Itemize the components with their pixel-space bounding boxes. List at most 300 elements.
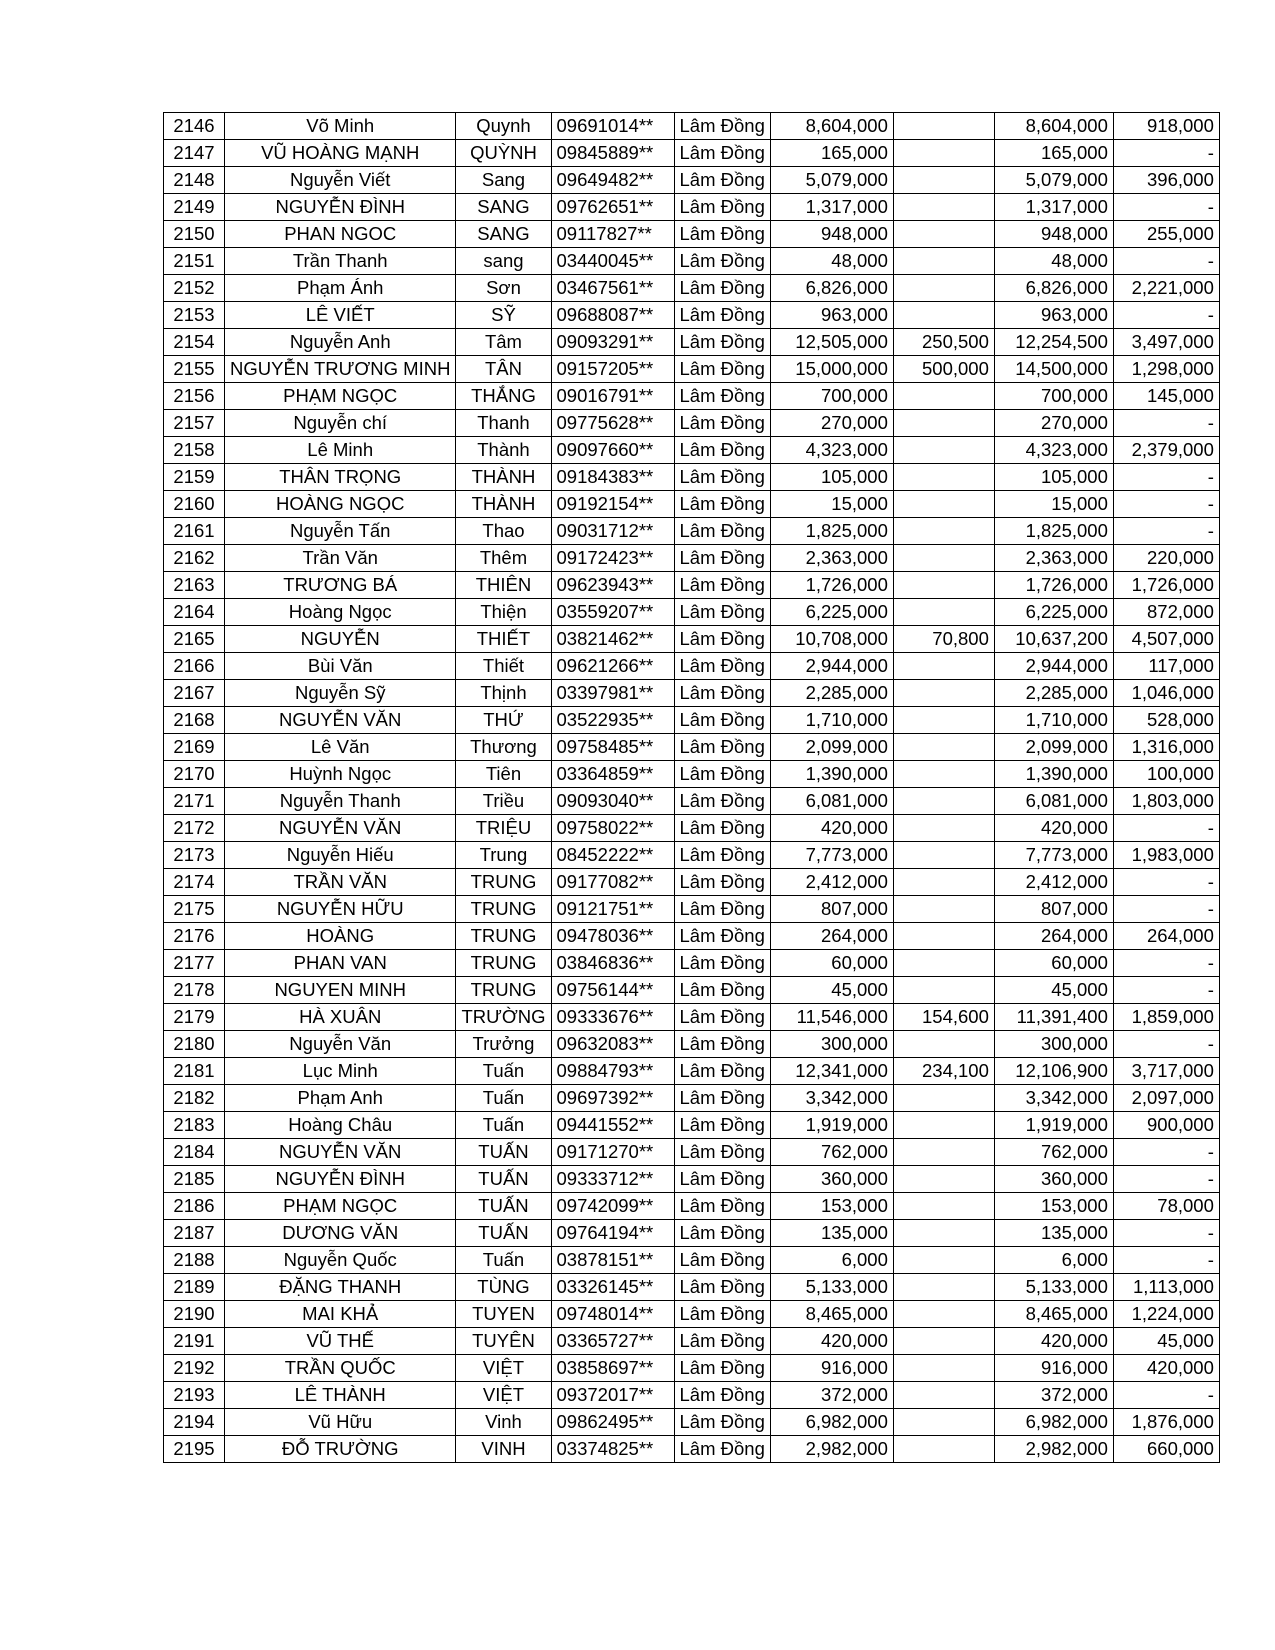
- deduction-cell: 500,000: [893, 356, 994, 383]
- amount-cell: 11,546,000: [770, 1004, 893, 1031]
- deduction-cell: [893, 1409, 994, 1436]
- given-name-cell: TÙNG: [456, 1274, 551, 1301]
- row-number-cell: 2169: [164, 734, 225, 761]
- extra-amount-cell: 100,000: [1113, 761, 1219, 788]
- table-row: [164, 599, 1220, 626]
- given-name-cell: VIỆT: [456, 1382, 551, 1409]
- province-cell: Lâm Đồng: [674, 977, 770, 1004]
- given-name-cell: Sơn: [456, 275, 551, 302]
- row-number-cell: 2186: [164, 1193, 225, 1220]
- surname-cell: Trần Văn: [225, 545, 456, 572]
- deduction-cell: [893, 518, 994, 545]
- amount-cell: 807,000: [770, 896, 893, 923]
- amount-cell: 420,000: [770, 1328, 893, 1355]
- amount-cell: 12,505,000: [770, 329, 893, 356]
- net-amount-cell: 420,000: [994, 1328, 1113, 1355]
- phone-cell: 09372017**: [551, 1382, 674, 1409]
- phone-cell: 03364859**: [551, 761, 674, 788]
- given-name-cell: Thương: [456, 734, 551, 761]
- amount-cell: 3,342,000: [770, 1085, 893, 1112]
- given-name-cell: TUẤN: [456, 1166, 551, 1193]
- row-number-cell: 2176: [164, 923, 225, 950]
- given-name-cell: Trưởng: [456, 1031, 551, 1058]
- table-row: [164, 113, 1220, 140]
- row-number-cell: 2165: [164, 626, 225, 653]
- deduction-cell: [893, 842, 994, 869]
- deduction-cell: [893, 950, 994, 977]
- given-name-cell: SANG: [456, 194, 551, 221]
- province-cell: Lâm Đồng: [674, 707, 770, 734]
- extra-amount-cell: 660,000: [1113, 1436, 1219, 1463]
- deduction-cell: [893, 1166, 994, 1193]
- row-number-cell: 2164: [164, 599, 225, 626]
- row-number-cell: 2195: [164, 1436, 225, 1463]
- table-row: [164, 1247, 1220, 1274]
- extra-amount-cell: 1,876,000: [1113, 1409, 1219, 1436]
- amount-cell: 4,323,000: [770, 437, 893, 464]
- given-name-cell: THIÊN: [456, 572, 551, 599]
- extra-amount-cell: -: [1113, 248, 1219, 275]
- deduction-cell: [893, 194, 994, 221]
- given-name-cell: VIỆT: [456, 1355, 551, 1382]
- surname-cell: Vũ Hữu: [225, 1409, 456, 1436]
- extra-amount-cell: -: [1113, 410, 1219, 437]
- phone-cell: 09093040**: [551, 788, 674, 815]
- phone-cell: 03326145**: [551, 1274, 674, 1301]
- surname-cell: PHAN NGOC: [225, 221, 456, 248]
- province-cell: Lâm Đồng: [674, 1139, 770, 1166]
- table-row: [164, 1112, 1220, 1139]
- surname-cell: Phạm Ánh: [225, 275, 456, 302]
- given-name-cell: Tuấn: [456, 1112, 551, 1139]
- net-amount-cell: 5,079,000: [994, 167, 1113, 194]
- net-amount-cell: 807,000: [994, 896, 1113, 923]
- row-number-cell: 2175: [164, 896, 225, 923]
- surname-cell: TRƯƠNG BÁ: [225, 572, 456, 599]
- net-amount-cell: 762,000: [994, 1139, 1113, 1166]
- surname-cell: Bùi Văn: [225, 653, 456, 680]
- table-row: [164, 329, 1220, 356]
- deduction-cell: [893, 734, 994, 761]
- province-cell: Lâm Đồng: [674, 1112, 770, 1139]
- amount-cell: 2,099,000: [770, 734, 893, 761]
- row-number-cell: 2174: [164, 869, 225, 896]
- amount-cell: 15,000: [770, 491, 893, 518]
- table-row: [164, 1436, 1220, 1463]
- surname-cell: ĐỖ TRƯỜNG: [225, 1436, 456, 1463]
- row-number-cell: 2149: [164, 194, 225, 221]
- table-row: [164, 140, 1220, 167]
- surname-cell: NGUYỄN HỮU: [225, 896, 456, 923]
- deduction-cell: [893, 167, 994, 194]
- extra-amount-cell: 255,000: [1113, 221, 1219, 248]
- phone-cell: 09097660**: [551, 437, 674, 464]
- amount-cell: 270,000: [770, 410, 893, 437]
- extra-amount-cell: 528,000: [1113, 707, 1219, 734]
- amount-cell: 420,000: [770, 815, 893, 842]
- table-row: [164, 734, 1220, 761]
- amount-cell: 60,000: [770, 950, 893, 977]
- deduction-cell: [893, 221, 994, 248]
- given-name-cell: Tuấn: [456, 1058, 551, 1085]
- amount-cell: 7,773,000: [770, 842, 893, 869]
- amount-cell: 1,919,000: [770, 1112, 893, 1139]
- province-cell: Lâm Đồng: [674, 221, 770, 248]
- row-number-cell: 2191: [164, 1328, 225, 1355]
- surname-cell: HOÀNG NGỌC: [225, 491, 456, 518]
- phone-cell: 08452222**: [551, 842, 674, 869]
- phone-cell: 09093291**: [551, 329, 674, 356]
- row-number-cell: 2151: [164, 248, 225, 275]
- given-name-cell: THÀNH: [456, 464, 551, 491]
- table-row: [164, 707, 1220, 734]
- phone-cell: 09649482**: [551, 167, 674, 194]
- given-name-cell: THÀNH: [456, 491, 551, 518]
- surname-cell: PHAN VAN: [225, 950, 456, 977]
- phone-cell: 09762651**: [551, 194, 674, 221]
- given-name-cell: QUỲNH: [456, 140, 551, 167]
- province-cell: Lâm Đồng: [674, 761, 770, 788]
- amount-cell: 700,000: [770, 383, 893, 410]
- amount-cell: 372,000: [770, 1382, 893, 1409]
- given-name-cell: VINH: [456, 1436, 551, 1463]
- deduction-cell: [893, 1301, 994, 1328]
- row-number-cell: 2182: [164, 1085, 225, 1112]
- amount-cell: 1,825,000: [770, 518, 893, 545]
- surname-cell: Võ Minh: [225, 113, 456, 140]
- phone-cell: 09621266**: [551, 653, 674, 680]
- surname-cell: HOÀNG: [225, 923, 456, 950]
- deduction-cell: [893, 977, 994, 1004]
- net-amount-cell: 2,285,000: [994, 680, 1113, 707]
- net-amount-cell: 45,000: [994, 977, 1113, 1004]
- amount-cell: 300,000: [770, 1031, 893, 1058]
- province-cell: Lâm Đồng: [674, 1220, 770, 1247]
- row-number-cell: 2162: [164, 545, 225, 572]
- given-name-cell: TRUNG: [456, 950, 551, 977]
- surname-cell: NGUYỄN TRƯƠNG MINH: [225, 356, 456, 383]
- deduction-cell: [893, 680, 994, 707]
- table-row: [164, 194, 1220, 221]
- amount-cell: 916,000: [770, 1355, 893, 1382]
- amount-cell: 948,000: [770, 221, 893, 248]
- surname-cell: NGUYỄN: [225, 626, 456, 653]
- row-number-cell: 2172: [164, 815, 225, 842]
- given-name-cell: Vinh: [456, 1409, 551, 1436]
- table-row: [164, 1166, 1220, 1193]
- given-name-cell: Tuấn: [456, 1247, 551, 1274]
- row-number-cell: 2160: [164, 491, 225, 518]
- extra-amount-cell: 2,379,000: [1113, 437, 1219, 464]
- extra-amount-cell: 900,000: [1113, 1112, 1219, 1139]
- table-row: [164, 1409, 1220, 1436]
- net-amount-cell: 420,000: [994, 815, 1113, 842]
- surname-cell: MAI KHẢ: [225, 1301, 456, 1328]
- province-cell: Lâm Đồng: [674, 437, 770, 464]
- phone-cell: 09184383**: [551, 464, 674, 491]
- net-amount-cell: 300,000: [994, 1031, 1113, 1058]
- phone-cell: 09623943**: [551, 572, 674, 599]
- row-number-cell: 2159: [164, 464, 225, 491]
- extra-amount-cell: -: [1113, 1031, 1219, 1058]
- extra-amount-cell: 3,497,000: [1113, 329, 1219, 356]
- table-row: [164, 842, 1220, 869]
- table-row: [164, 977, 1220, 1004]
- data-table: [163, 112, 1220, 1463]
- row-number-cell: 2152: [164, 275, 225, 302]
- amount-cell: 2,412,000: [770, 869, 893, 896]
- net-amount-cell: 1,710,000: [994, 707, 1113, 734]
- phone-cell: 09441552**: [551, 1112, 674, 1139]
- phone-cell: 09157205**: [551, 356, 674, 383]
- deduction-cell: [893, 572, 994, 599]
- province-cell: Lâm Đồng: [674, 248, 770, 275]
- row-number-cell: 2161: [164, 518, 225, 545]
- net-amount-cell: 6,826,000: [994, 275, 1113, 302]
- extra-amount-cell: 264,000: [1113, 923, 1219, 950]
- surname-cell: NGUYỄN VĂN: [225, 707, 456, 734]
- amount-cell: 1,390,000: [770, 761, 893, 788]
- province-cell: Lâm Đồng: [674, 1328, 770, 1355]
- phone-cell: 09177082**: [551, 869, 674, 896]
- net-amount-cell: 264,000: [994, 923, 1113, 950]
- surname-cell: ĐẶNG THANH: [225, 1274, 456, 1301]
- net-amount-cell: 12,254,500: [994, 329, 1113, 356]
- province-cell: Lâm Đồng: [674, 1058, 770, 1085]
- net-amount-cell: 105,000: [994, 464, 1113, 491]
- extra-amount-cell: 420,000: [1113, 1355, 1219, 1382]
- row-number-cell: 2148: [164, 167, 225, 194]
- province-cell: Lâm Đồng: [674, 1004, 770, 1031]
- row-number-cell: 2181: [164, 1058, 225, 1085]
- table-row: [164, 1004, 1220, 1031]
- surname-cell: Nguyễn chí: [225, 410, 456, 437]
- deduction-cell: [893, 1031, 994, 1058]
- row-number-cell: 2183: [164, 1112, 225, 1139]
- row-number-cell: 2178: [164, 977, 225, 1004]
- extra-amount-cell: -: [1113, 869, 1219, 896]
- phone-cell: 09172423**: [551, 545, 674, 572]
- table-row: [164, 518, 1220, 545]
- surname-cell: LÊ THÀNH: [225, 1382, 456, 1409]
- amount-cell: 45,000: [770, 977, 893, 1004]
- net-amount-cell: 963,000: [994, 302, 1113, 329]
- deduction-cell: 250,500: [893, 329, 994, 356]
- amount-cell: 153,000: [770, 1193, 893, 1220]
- deduction-cell: [893, 1436, 994, 1463]
- amount-cell: 6,982,000: [770, 1409, 893, 1436]
- table-row: [164, 1301, 1220, 1328]
- province-cell: Lâm Đồng: [674, 410, 770, 437]
- province-cell: Lâm Đồng: [674, 1355, 770, 1382]
- deduction-cell: [893, 1328, 994, 1355]
- net-amount-cell: 6,081,000: [994, 788, 1113, 815]
- given-name-cell: TUẤN: [456, 1193, 551, 1220]
- net-amount-cell: 270,000: [994, 410, 1113, 437]
- province-cell: Lâm Đồng: [674, 950, 770, 977]
- table-row: [164, 167, 1220, 194]
- row-number-cell: 2179: [164, 1004, 225, 1031]
- net-amount-cell: 153,000: [994, 1193, 1113, 1220]
- surname-cell: NGUYỄN ĐÌNH: [225, 1166, 456, 1193]
- surname-cell: NGUYEN MINH: [225, 977, 456, 1004]
- table-row: [164, 788, 1220, 815]
- extra-amount-cell: -: [1113, 302, 1219, 329]
- phone-cell: 09697392**: [551, 1085, 674, 1112]
- net-amount-cell: 700,000: [994, 383, 1113, 410]
- province-cell: Lâm Đồng: [674, 194, 770, 221]
- extra-amount-cell: -: [1113, 140, 1219, 167]
- amount-cell: 6,000: [770, 1247, 893, 1274]
- phone-cell: 09688087**: [551, 302, 674, 329]
- extra-amount-cell: 396,000: [1113, 167, 1219, 194]
- given-name-cell: Thêm: [456, 545, 551, 572]
- extra-amount-cell: 1,726,000: [1113, 572, 1219, 599]
- phone-cell: 03365727**: [551, 1328, 674, 1355]
- given-name-cell: SANG: [456, 221, 551, 248]
- table-row: [164, 275, 1220, 302]
- province-cell: Lâm Đồng: [674, 1031, 770, 1058]
- extra-amount-cell: -: [1113, 950, 1219, 977]
- surname-cell: THÂN TRỌNG: [225, 464, 456, 491]
- extra-amount-cell: -: [1113, 1139, 1219, 1166]
- amount-cell: 10,708,000: [770, 626, 893, 653]
- surname-cell: Hoàng Ngọc: [225, 599, 456, 626]
- province-cell: Lâm Đồng: [674, 1166, 770, 1193]
- row-number-cell: 2184: [164, 1139, 225, 1166]
- table-row: [164, 410, 1220, 437]
- phone-cell: 09742099**: [551, 1193, 674, 1220]
- deduction-cell: [893, 599, 994, 626]
- phone-cell: 03374825**: [551, 1436, 674, 1463]
- net-amount-cell: 2,099,000: [994, 734, 1113, 761]
- extra-amount-cell: -: [1113, 518, 1219, 545]
- net-amount-cell: 12,106,900: [994, 1058, 1113, 1085]
- surname-cell: TRẦN QUỐC: [225, 1355, 456, 1382]
- row-number-cell: 2156: [164, 383, 225, 410]
- amount-cell: 360,000: [770, 1166, 893, 1193]
- row-number-cell: 2187: [164, 1220, 225, 1247]
- surname-cell: Lê Minh: [225, 437, 456, 464]
- surname-cell: Nguyễn Anh: [225, 329, 456, 356]
- net-amount-cell: 6,982,000: [994, 1409, 1113, 1436]
- phone-cell: 09884793**: [551, 1058, 674, 1085]
- amount-cell: 8,465,000: [770, 1301, 893, 1328]
- table-row: [164, 545, 1220, 572]
- province-cell: Lâm Đồng: [674, 572, 770, 599]
- given-name-cell: TRƯỜNG: [456, 1004, 551, 1031]
- amount-cell: 8,604,000: [770, 113, 893, 140]
- table-row: [164, 302, 1220, 329]
- province-cell: Lâm Đồng: [674, 545, 770, 572]
- province-cell: Lâm Đồng: [674, 734, 770, 761]
- province-cell: Lâm Đồng: [674, 491, 770, 518]
- surname-cell: PHẠM NGỌC: [225, 1193, 456, 1220]
- phone-cell: 09775628**: [551, 410, 674, 437]
- deduction-cell: [893, 1112, 994, 1139]
- deduction-cell: [893, 653, 994, 680]
- row-number-cell: 2163: [164, 572, 225, 599]
- given-name-cell: TRUNG: [456, 977, 551, 1004]
- phone-cell: 09756144**: [551, 977, 674, 1004]
- row-number-cell: 2193: [164, 1382, 225, 1409]
- extra-amount-cell: 1,859,000: [1113, 1004, 1219, 1031]
- row-number-cell: 2146: [164, 113, 225, 140]
- given-name-cell: Quynh: [456, 113, 551, 140]
- given-name-cell: Triều: [456, 788, 551, 815]
- given-name-cell: TUẤN: [456, 1139, 551, 1166]
- surname-cell: Lục Minh: [225, 1058, 456, 1085]
- phone-cell: 09333712**: [551, 1166, 674, 1193]
- phone-cell: 09333676**: [551, 1004, 674, 1031]
- extra-amount-cell: -: [1113, 464, 1219, 491]
- amount-cell: 2,285,000: [770, 680, 893, 707]
- surname-cell: NGUYỄN VĂN: [225, 1139, 456, 1166]
- surname-cell: VŨ HOÀNG MẠNH: [225, 140, 456, 167]
- deduction-cell: 70,800: [893, 626, 994, 653]
- phone-cell: 03821462**: [551, 626, 674, 653]
- net-amount-cell: 14,500,000: [994, 356, 1113, 383]
- row-number-cell: 2158: [164, 437, 225, 464]
- given-name-cell: Trung: [456, 842, 551, 869]
- table-row: [164, 1328, 1220, 1355]
- province-cell: Lâm Đồng: [674, 653, 770, 680]
- given-name-cell: TRUNG: [456, 896, 551, 923]
- net-amount-cell: 48,000: [994, 248, 1113, 275]
- extra-amount-cell: -: [1113, 815, 1219, 842]
- net-amount-cell: 916,000: [994, 1355, 1113, 1382]
- extra-amount-cell: 78,000: [1113, 1193, 1219, 1220]
- given-name-cell: Sang: [456, 167, 551, 194]
- row-number-cell: 2170: [164, 761, 225, 788]
- net-amount-cell: 360,000: [994, 1166, 1113, 1193]
- province-cell: Lâm Đồng: [674, 1274, 770, 1301]
- given-name-cell: THỨ: [456, 707, 551, 734]
- net-amount-cell: 15,000: [994, 491, 1113, 518]
- province-cell: Lâm Đồng: [674, 923, 770, 950]
- row-number-cell: 2173: [164, 842, 225, 869]
- amount-cell: 1,710,000: [770, 707, 893, 734]
- extra-amount-cell: 145,000: [1113, 383, 1219, 410]
- surname-cell: Nguyễn Hiếu: [225, 842, 456, 869]
- phone-cell: 03397981**: [551, 680, 674, 707]
- province-cell: Lâm Đồng: [674, 518, 770, 545]
- extra-amount-cell: -: [1113, 1382, 1219, 1409]
- table-row: [164, 923, 1220, 950]
- surname-cell: LÊ VIẾT: [225, 302, 456, 329]
- row-number-cell: 2188: [164, 1247, 225, 1274]
- net-amount-cell: 7,773,000: [994, 842, 1113, 869]
- province-cell: Lâm Đồng: [674, 167, 770, 194]
- net-amount-cell: 1,390,000: [994, 761, 1113, 788]
- province-cell: Lâm Đồng: [674, 788, 770, 815]
- surname-cell: Nguyễn Văn: [225, 1031, 456, 1058]
- surname-cell: Nguyễn Thanh: [225, 788, 456, 815]
- amount-cell: 12,341,000: [770, 1058, 893, 1085]
- extra-amount-cell: -: [1113, 1220, 1219, 1247]
- province-cell: Lâm Đồng: [674, 464, 770, 491]
- phone-cell: 09192154**: [551, 491, 674, 518]
- row-number-cell: 2154: [164, 329, 225, 356]
- row-number-cell: 2192: [164, 1355, 225, 1382]
- phone-cell: 03559207**: [551, 599, 674, 626]
- net-amount-cell: 8,604,000: [994, 113, 1113, 140]
- phone-cell: 09478036**: [551, 923, 674, 950]
- amount-cell: 1,726,000: [770, 572, 893, 599]
- net-amount-cell: 372,000: [994, 1382, 1113, 1409]
- net-amount-cell: 2,982,000: [994, 1436, 1113, 1463]
- table-row: [164, 572, 1220, 599]
